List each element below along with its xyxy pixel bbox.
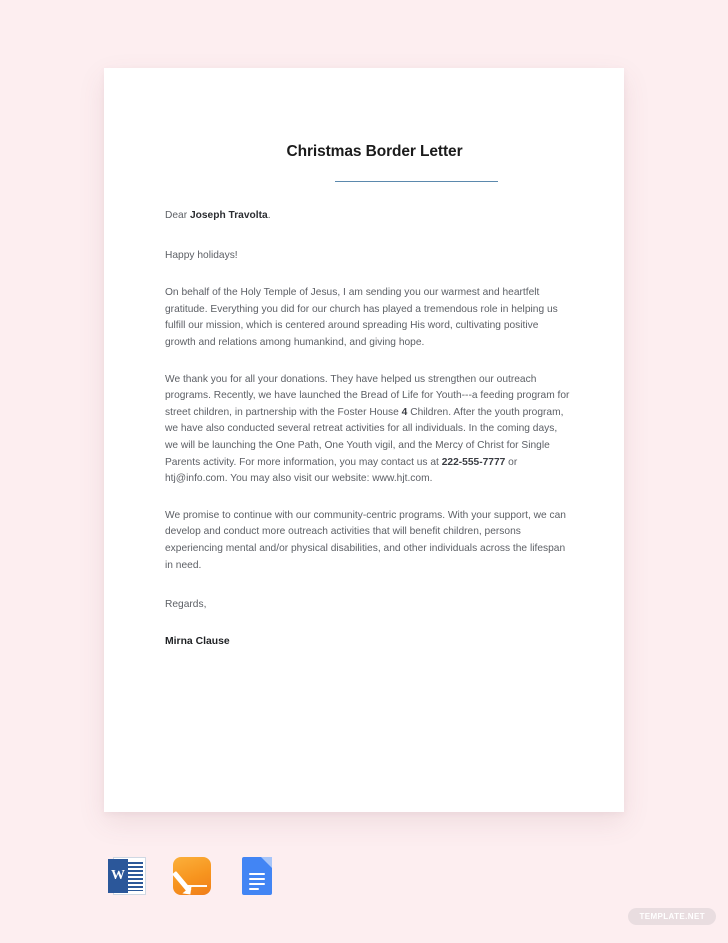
title-divider-wrapper (165, 181, 570, 182)
title-divider (335, 181, 498, 182)
recipient-name: Joseph Travolta (189, 210, 268, 221)
file-format-icons (104, 853, 280, 899)
signature-name: Mirna Clause (165, 635, 230, 647)
page-title: Christmas Border Letter (286, 143, 463, 160)
gdoc-folded-corner (261, 857, 272, 868)
salutation-prefix: Dear (165, 210, 190, 221)
gdoc-text-lines (249, 873, 265, 893)
foster-house-number: 4 (401, 406, 408, 418)
contact-phone: 222-555-7777 (441, 456, 506, 468)
paragraph-two-part-one: We thank you for all your donations. They have helped us strengthen our outreach programs. Recently, we have launched the Bread of Life for Youth---a feeding program for street children, in partnership with the Foster House (165, 373, 570, 418)
word-letter-block (108, 859, 128, 893)
greeting-line: Happy holidays! (165, 249, 238, 261)
word-letter: W (111, 868, 125, 883)
pages-background (173, 857, 211, 895)
apple-pages-icon[interactable] (169, 853, 215, 899)
paragraph-three: We promise to continue with our community-centric programs. With your support, we can develop and conduct more outreach activities that will benefit children, persons experiencing mental and/or physical disabilities, and other individuals across the lifespan in need. (165, 509, 566, 571)
paragraph-two-part-two: Children. After the youth program, we have also conducted several retreat activities for all individuals. In the coming days, we will be launching the One Path, One Youth vigil, and the Mercy of Christ for Single Parents activity. For more information, you may contact us at (165, 406, 564, 468)
watermark-badge: TEMPLATE.NET (628, 908, 716, 925)
google-docs-icon[interactable] (234, 853, 280, 899)
pages-baseline (183, 885, 207, 887)
closing-line: Regards, (165, 599, 207, 611)
salutation-suffix: . (267, 210, 271, 221)
microsoft-word-icon[interactable] (104, 853, 150, 899)
document-page (104, 68, 624, 812)
letter-content (165, 143, 570, 647)
paragraph-two (165, 352, 570, 488)
paragraph-one: On behalf of the Holy Temple of Jesus, I am sending you our warmest and heartfelt gratitude. Everything you did for our church has played a tremendous role in helping us fulfill our mission, which is centered around spreading His word, cultivating positive growth and relations among humankind, and giving hope. (165, 287, 558, 348)
salutation-line (165, 208, 570, 225)
paragraph-two-part-three: or htj@info.com. You may also visit our website: www.hjt.com. (165, 456, 518, 485)
